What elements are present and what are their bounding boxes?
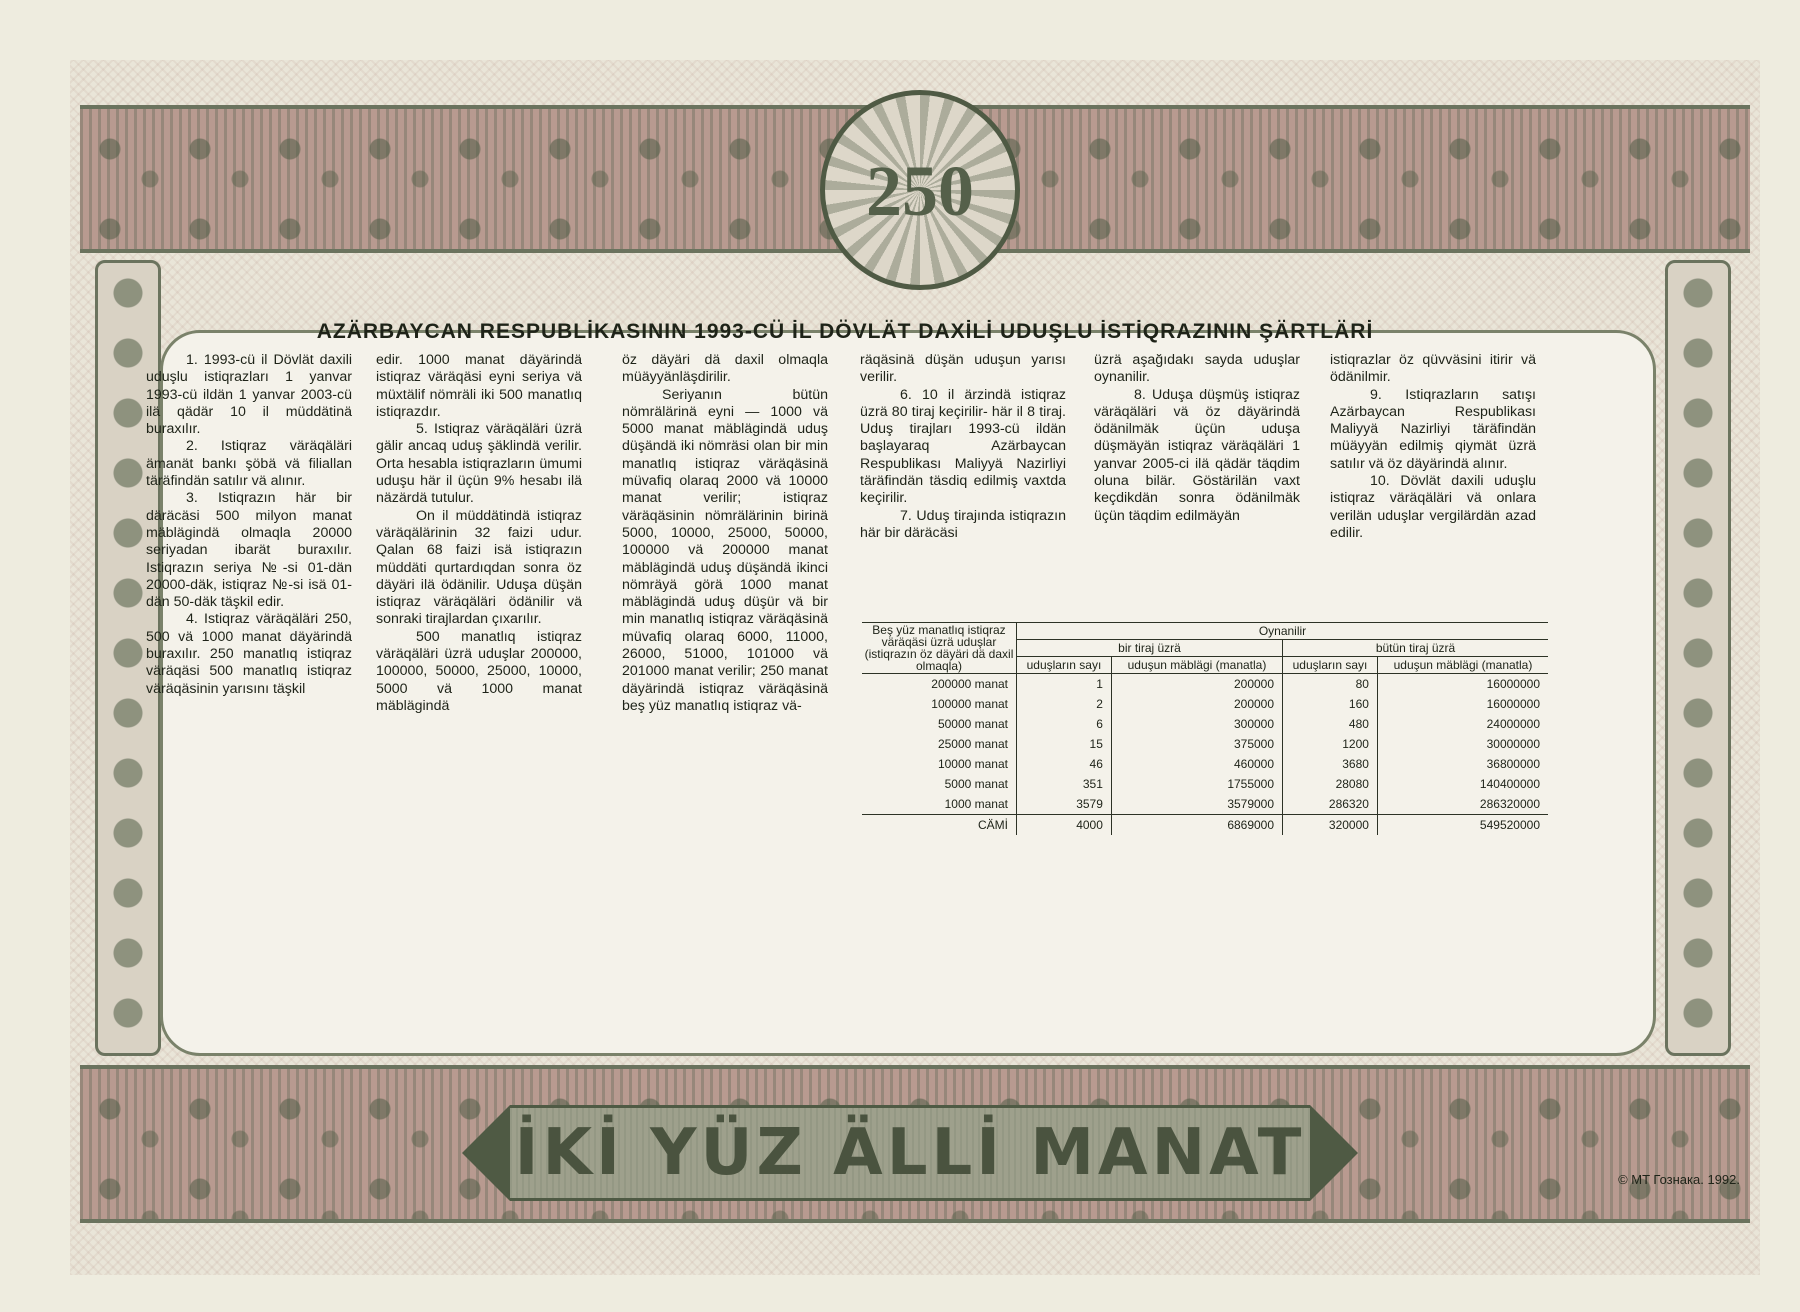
text-column-5 — [1094, 352, 1300, 525]
paragraph: öz däyäri dä daxil olmaqla müäyyänläşdirilir. — [622, 352, 828, 386]
table-row — [862, 794, 1548, 815]
draw-amount-cell: 200000 — [1111, 694, 1282, 714]
table-subheader-all-draws: bütün tiraj üzrä — [1283, 640, 1548, 657]
paragraph: 5. Istiqraz väräqäläri üzrä gälir ancaq uduş şäklindä verilir. Orta hesabla istiqrazların ümumi uduşu här il üçün 9% hesabı ilä näzärdä tutulur. — [376, 421, 582, 507]
paragraph: 8. Uduşa düşmüş istiqraz väräqäläri vä öz däyärindä ödänilmäk üçün uduşa düşmäyän istiqraz väräqäläri 1 yanvar 2005-ci ilä qädär täqdim oluna bilär. Göstärilän vaxt keçdikdän sonra ödänilmäk üçün täqdim edilmäyän — [1094, 386, 1300, 524]
paragraph: On il müddätindä istiqraz väräqälärinin 32 faizi udur. Qalan 68 faizi isä istiqrazın müddäti qurtardıqdan sonra öz däyäri ilä ödänilir. Uduşa düşän istiqraz väräqäläri ödänilir vä sonraki tirajlardan çıxarılır. — [376, 507, 582, 628]
total-amount-cell: 30000000 — [1377, 734, 1548, 754]
table-row — [862, 714, 1548, 734]
text-column-1 — [146, 352, 352, 698]
draw-amount-cell: 1755000 — [1111, 774, 1282, 794]
total-count-cell: 1200 — [1283, 734, 1378, 754]
total-amount-cell: 36800000 — [1377, 754, 1548, 774]
draw-amount-cell: 200000 — [1111, 674, 1282, 695]
prize-amount-cell: 100000 manat — [862, 694, 1017, 714]
paragraph: istiqrazlar öz qüvväsini itirir vä ödänilmir. — [1330, 352, 1536, 386]
banner-text: İKİ YÜZ ÄLLİ MANAT — [514, 1116, 1306, 1190]
prize-amount-cell: 5000 manat — [862, 774, 1017, 794]
prize-amount-cell: 10000 manat — [862, 754, 1017, 774]
table-subheader-one-draw: bir tiraj üzrä — [1017, 640, 1283, 657]
table-row — [862, 754, 1548, 774]
total-amount-cell: 286320000 — [1377, 794, 1548, 815]
conditions-title: AZÄRBAYCAN RESPUBLİKASININ 1993-CÜ İL DÖVLÄT DAXİLİ UDUŞLU İSTİQRAZININ ŞÄRTLÄRİ — [316, 320, 1374, 343]
paragraph: Seriyanın bütün nömrälärinä eyni — 1000 vä 5000 manat mäblägindä uduş düşändä iki nömräsi olan bir min manatlıq istiqraz väräqäsinä müvafiq olaraq 2000 vä 10000 manat verilir; istiqraz väräqäsinin nömrälärinin birinä 5000, 10000, 25000, 50000, 100000 vä 200000 manat mäblägindä uduş düşändä ikinci nömräyä görä 1000 manat mäblägindä uduş düşür vä bir min manatlıq istiqraz väräqäsinä müvafiq olaraq 6000, 11000, 26000, 51000, 101000 vä 201000 manat verilir; 250 manat däyärindä istiqraz väräqäsinä beş yüz manatlıq istiqraz vä- — [622, 386, 828, 714]
banner-left-arrow — [462, 1105, 510, 1201]
paragraph: üzrä aşağıdakı sayda uduşlar oynanilir. — [1094, 352, 1300, 386]
paragraph: 7. Uduş tirajında istiqrazın här bir däräcäsi — [860, 507, 1066, 541]
paragraph: edir. 1000 manat däyärindä istiqraz väräqäsi eyni seriya vä müxtälif nömräli iki 500 manatlıq istiqrazdır. — [376, 352, 582, 420]
draw-amount-cell: 6869000 — [1111, 815, 1282, 836]
table-group-header: Oynanilir — [1017, 623, 1549, 640]
paragraph: 500 manatlıq istiqraz väräqäläri üzrä uduşlar 200000, 100000, 50000, 25000, 10000, 5000 vä 1000 manat mäblägindä — [376, 628, 582, 714]
table-row — [862, 694, 1548, 714]
draw-count-cell: 351 — [1017, 774, 1112, 794]
draw-amount-cell: 300000 — [1111, 714, 1282, 734]
paragraph: 4. Istiqraz väräqäläri 250, 500 vä 1000 manat däyärindä buraxılır. 250 manatlıq istiqraz väräqäsi 500 manatlıq istiqraz väräqäsinin yarısını täşkil — [146, 611, 352, 697]
total-amount-cell: 16000000 — [1377, 674, 1548, 695]
total-amount-cell: 16000000 — [1377, 694, 1548, 714]
total-amount-cell: 140400000 — [1377, 774, 1548, 794]
paragraph: räqäsinä düşän uduşun yarısı verilir. — [860, 352, 1066, 386]
paragraph: 3. Istiqrazın här bir däräcäsi 500 milyon manat mäblägindä olmaqla 20000 seriyadan ibarät buraxılır. Istiqrazın seriya №-si 01-dän 20000-däk, istiqraz №-si isä 01-dän 50-däk täşkil edir. — [146, 490, 352, 611]
draw-amount-cell: 375000 — [1111, 734, 1282, 754]
total-count-cell: 160 — [1283, 694, 1378, 714]
denomination-banner — [480, 1105, 1340, 1195]
table-header-count: uduşların sayı — [1017, 657, 1112, 674]
total-count-cell: 480 — [1283, 714, 1378, 734]
table-row — [862, 674, 1548, 695]
prize-table — [862, 622, 1548, 835]
total-count-cell: 28080 — [1283, 774, 1378, 794]
total-amount-cell: 549520000 — [1377, 815, 1548, 836]
banner-right-arrow — [1310, 1105, 1358, 1201]
paragraph: 6. 10 il ärzindä istiqraz üzrä 80 tiraj keçirilir- här il 8 tiraj. Uduş tirajları 1993-cü ildän başlayaraq Azärbaycan Respublikası Maliyyä Nazirliyi täräfindän täsdiq edilmiş vaxtda keçirilir. — [860, 386, 1066, 507]
total-count-cell: 320000 — [1283, 815, 1378, 836]
paragraph: 1. 1993-cü il Dövlät daxili uduşlu istiqrazları 1 yanvar 1993-cü ildän 1 yanvar 2003-cü ilä qädär 10 il müddätinä buraxılır. — [146, 352, 352, 438]
denomination-value: 250 — [866, 151, 974, 231]
text-column-4 — [860, 352, 1066, 542]
draw-count-cell: 1 — [1017, 674, 1112, 695]
prize-amount-cell: 25000 manat — [862, 734, 1017, 754]
table-corner-header: Beş yüz manatlıq istiqraz väräqäsi üzrä uduşlar (istiqrazın öz däyäri dä daxil olmaqla) — [862, 623, 1017, 674]
total-count-cell: 3680 — [1283, 754, 1378, 774]
table-row — [862, 774, 1548, 794]
total-label-cell: CÄMİ — [862, 815, 1017, 836]
draw-count-cell: 2 — [1017, 694, 1112, 714]
table-row — [862, 734, 1548, 754]
total-count-cell: 286320 — [1283, 794, 1378, 815]
table-header-amount: uduşun mäblägi (manatla) — [1111, 657, 1282, 674]
text-column-2 — [376, 352, 582, 715]
paragraph: 9. Istiqrazların satışı Azärbaycan Respublikası Maliyyä Nazirliyi täräfindän müäyyän edilmiş qiymät üzrä satılır vä öz däyärindä alınır. — [1330, 386, 1536, 472]
denomination-medallion — [820, 90, 1020, 290]
prize-amount-cell: 50000 manat — [862, 714, 1017, 734]
text-column-6 — [1330, 352, 1536, 542]
draw-count-cell: 15 — [1017, 734, 1112, 754]
total-count-cell: 80 — [1283, 674, 1378, 695]
paragraph: 2. Istiqraz väräqäläri ämanät bankı şöbä vä filiallan täräfindän satılır vä alınır. — [146, 438, 352, 490]
draw-amount-cell: 3579000 — [1111, 794, 1282, 815]
total-amount-cell: 24000000 — [1377, 714, 1548, 734]
draw-count-cell: 46 — [1017, 754, 1112, 774]
table-header-amount: uduşun mäblägi (manatla) — [1377, 657, 1548, 674]
draw-count-cell: 6 — [1017, 714, 1112, 734]
right-ornament-border — [1665, 260, 1731, 1056]
prize-amount-cell: 1000 manat — [862, 794, 1017, 815]
table-header-count: uduşların sayı — [1283, 657, 1378, 674]
draw-count-cell: 3579 — [1017, 794, 1112, 815]
text-column-3 — [622, 352, 828, 715]
prize-amount-cell: 200000 manat — [862, 674, 1017, 695]
draw-amount-cell: 460000 — [1111, 754, 1282, 774]
table-total-row — [862, 815, 1548, 836]
table-body — [862, 674, 1548, 836]
printer-copyright: © MT Гознака. 1992. — [1618, 1172, 1740, 1187]
paragraph: 10. Dövlät daxili uduşlu istiqraz väräqäläri vä onlara verilän uduşlar vergilärdän azad edilir. — [1330, 473, 1536, 541]
draw-count-cell: 4000 — [1017, 815, 1112, 836]
